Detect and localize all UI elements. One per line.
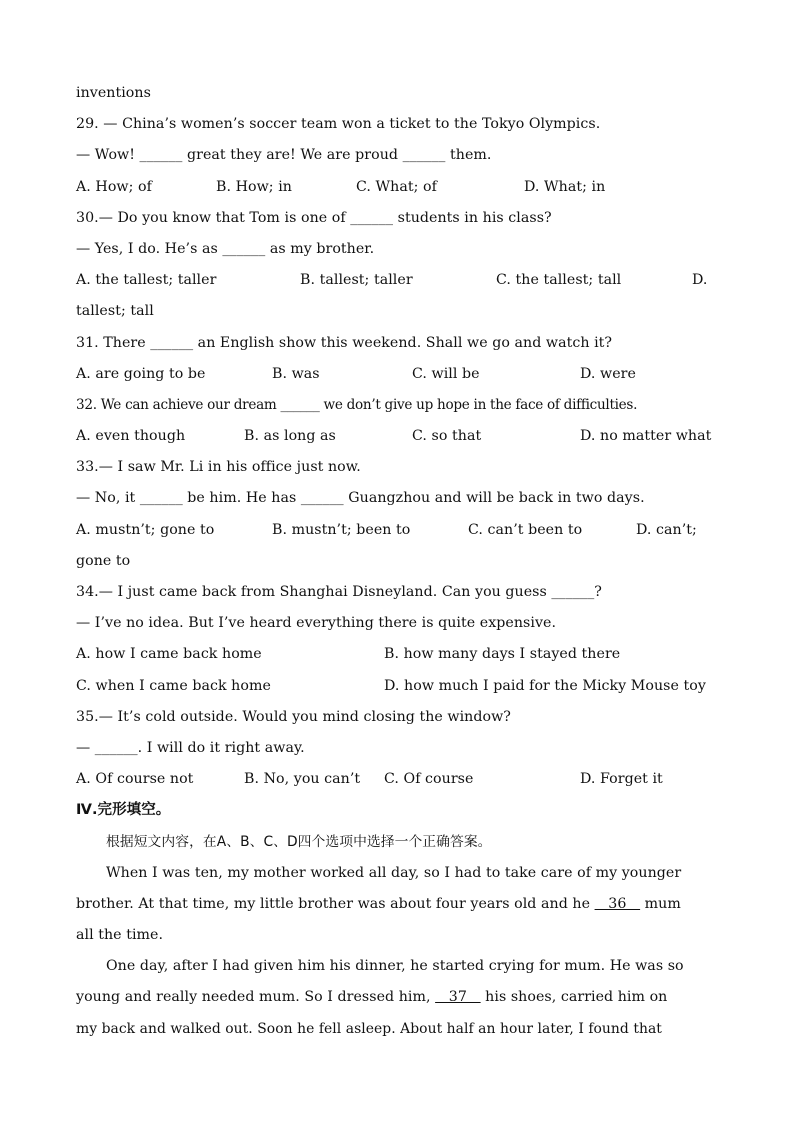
question-34-options-cd [76,671,720,702]
question-34-options-ab [76,639,720,670]
section-instruction: 根据短文内容，在A、B、C、D四个选项中选择一个正确答案。 [106,833,492,850]
question-29-response: — Wow! ______ great they are! We are proud ______ them. [76,147,492,164]
option-d: D. were [580,365,636,382]
passage-text: mum [640,895,681,912]
question-30: 30.— Do you know that Tom is one of ______ students in his class? [76,209,552,226]
option-a: A. Of course not [76,771,194,788]
passage-line: When I was ten, my mother worked all day, so I had to take care of my younger [106,864,682,881]
option-b: B. No, you can’t [244,771,361,788]
question-35-response: — ______. I will do it right away. [76,739,305,756]
section-heading: Ⅳ.完形填空。 [76,802,171,819]
passage-line [76,889,720,920]
question-31: 31. There ______ an English show this weekend. Shall we go and watch it? [76,334,613,351]
option-a: A. are going to be [76,365,206,382]
question-32: 32. We can achieve our dream ______ we don’t give up hope in the face of difficulties. [76,396,638,413]
question-33-options [76,515,720,546]
blank-36: 36 [594,895,641,912]
option-a: A. mustn’t; gone to [76,521,215,538]
question-33-response: — No, it ______ be him. He has ______ Guangzhou and will be back in two days. [76,490,645,507]
option-b: B. tallest; taller [300,272,413,289]
option-c: C. can’t been to [468,521,583,538]
question-31-options [76,359,720,390]
option-c: C. so that [412,428,482,445]
option-c: C. when I came back home [76,677,271,694]
option-d: D. What; in [524,178,606,195]
question-29-options [76,172,720,203]
question-30-response: — Yes, I do. He’s as ______ as my brother. [76,240,375,257]
option-c: C. will be [412,365,480,382]
question-33-option-d-text: gone to [76,552,131,569]
question-34-response: — I’ve no idea. But I’ve heard everything there is quite expensive. [76,615,557,632]
passage-line: One day, after I had given him his dinner, he started crying for mum. He was so [106,958,684,975]
option-d: D. can’t; [636,521,697,538]
option-c: C. What; of [356,178,437,195]
option-d: D. Forget it [580,771,663,788]
passage-line: all the time. [76,927,164,944]
question-34: 34.— I just came back from Shanghai Disneyland. Can you guess ______? [76,584,602,600]
option-d: D. no matter what [580,428,712,445]
question-32-options [76,421,720,452]
text-line: inventions [76,85,151,101]
option-c: C. the tallest; tall [496,272,622,289]
question-29: 29. — China’s women’s soccer team won a ticket to the Tokyo Olympics. [76,116,601,133]
blank-37: 37 [435,989,481,1006]
option-d: D. how much I paid for the Micky Mouse toy [384,677,706,694]
passage-text: his shoes, carried him on [480,989,668,1006]
passage-line [76,982,720,1013]
option-d: D. [692,272,708,289]
passage-text: brother. At that time, my little brother was about four years old and he [76,895,595,912]
passage-text: young and really needed mum. So I dressed him, [76,989,436,1006]
option-b: B. mustn’t; been to [272,521,411,538]
question-30-options [76,265,720,296]
passage-line: my back and walked out. Soon he fell asleep. About half an hour later, I found that [76,1020,662,1037]
option-a: A. the tallest; taller [76,272,217,289]
option-b: B. as long as [244,428,336,445]
option-a: A. even though [76,428,186,445]
option-c: C. Of course [384,771,474,788]
question-33: 33.— I saw Mr. Li in his office just now. [76,459,361,476]
question-30-option-d-text: tallest; tall [76,303,154,320]
document-page [76,78,720,1045]
question-35-options [76,764,720,795]
option-b: B. was [272,365,320,382]
question-35: 35.— It’s cold outside. Would you mind closing the window? [76,708,511,725]
option-a: A. how I came back home [76,646,262,663]
option-b: B. How; in [216,178,292,195]
option-b: B. how many days I stayed there [384,646,621,663]
option-a: A. How; of [76,178,152,195]
